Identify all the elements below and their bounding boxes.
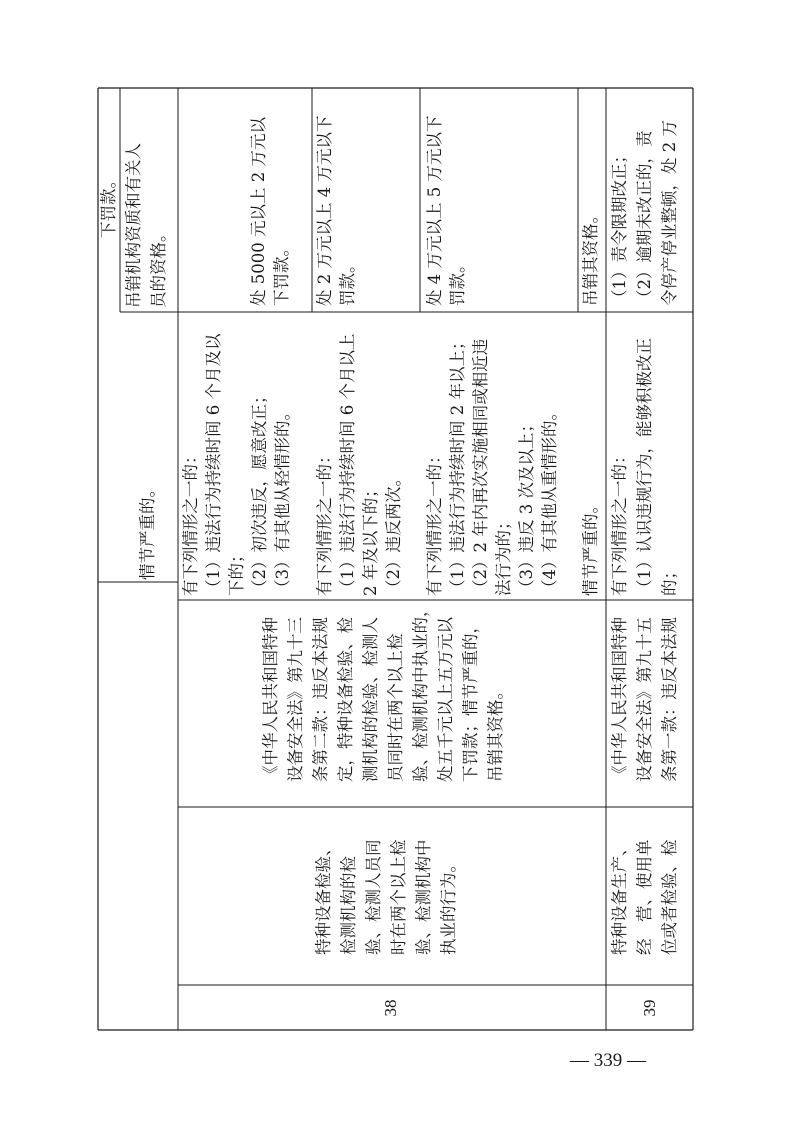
circumstance-text: （1）认识违规行为，能够积极改正 — [635, 338, 654, 596]
violation-text: 验、检测人员同 — [364, 839, 383, 955]
penalty-text: 下罚款。 — [272, 240, 291, 306]
legal-basis-text: 吊销其资格。 — [486, 683, 505, 782]
circumstance-text: （1）违法行为持续时间 6 个月以上 — [338, 333, 357, 596]
legal-basis-text: 验、检测机构中执业的， — [411, 600, 430, 782]
penalty-text: （1）责令限期改正； — [610, 147, 629, 306]
legal-basis-text: 设备安全法》第九十五 — [635, 617, 654, 782]
penalty-text: 处 5000 元以上 2 万元以 — [249, 117, 268, 306]
legal-basis-text: 定，特种设备检验、检 — [336, 617, 355, 782]
legal-basis-text: 《中华人民共和国特种 — [610, 617, 629, 782]
penalty-text: 令停产停业整顿，处 2 万 — [660, 120, 679, 306]
row-number: 39 — [640, 999, 659, 1017]
circumstance-text: 2 年及以下的； — [361, 481, 380, 596]
circumstance-text: （3）有其他从轻情形的。 — [273, 404, 292, 596]
violation-text: 检测机构的检 — [339, 856, 358, 955]
prev-penalty-text: 吊销机构资质和有关人 — [124, 143, 143, 308]
circumstance-text: （2）违反两次。 — [384, 470, 403, 596]
circumstance-text: 有下列情形之一的： — [181, 447, 200, 596]
penalty-text: 罚款。 — [338, 256, 357, 306]
row-number: 38 — [381, 999, 400, 1017]
circumstance-text: 有下列情形之一的： — [425, 447, 444, 596]
violation-text: 执业的行为。 — [439, 856, 458, 955]
circumstance-text: 的； — [660, 563, 679, 596]
legal-basis-text: 测机构的检验、检测人 — [361, 617, 380, 782]
violation-text: 时在两个以上检 — [389, 839, 408, 955]
penalty-text: 吊销其资格。 — [581, 207, 600, 306]
circumstance-text: （1）违法行为持续时间 6 个月及以 — [204, 333, 223, 596]
violation-text: 位或者检验、检 — [660, 839, 679, 955]
penalty-text: 罚款。 — [448, 256, 467, 306]
circumstance-text: （3）违反 3 次及以上； — [517, 416, 536, 596]
penalty-text: （2）逾期未改正的，责 — [635, 130, 654, 306]
circumstance-text: （2）2 年内再次实施相同或相近违 — [471, 338, 490, 596]
legal-basis-text: 处五千元以上五万元以 — [436, 617, 455, 782]
table-text — [99, 116, 679, 1071]
legal-basis-text: 下罚款；情节严重的， — [461, 617, 480, 782]
circumstance-text: 有下列情形之一的： — [315, 447, 334, 596]
prev-circumstance-text: 情节严重的。 — [138, 481, 157, 580]
circumstance-text: 法行为的； — [494, 513, 513, 596]
legal-basis-text: 条第一款：违反本法规 — [660, 617, 679, 782]
violation-text: 验、检测机构中 — [414, 839, 433, 955]
circumstance-text: 有下列情形之一的： — [610, 447, 629, 596]
legal-basis-text: 员同时在两个以上检 — [386, 633, 405, 782]
penalty-text: 处 2 万元以上 4 万元以下 — [315, 115, 334, 306]
penalty-text: 处 4 万元以上 5 万元以下 — [425, 115, 444, 306]
circumstance-text: （4）有其他从重情形的。 — [540, 404, 559, 596]
continued-penalty-text: 下罚款。 — [99, 172, 118, 238]
violation-text: 特种设备检验、 — [314, 839, 333, 955]
violation-text: 特种设备生产、 — [610, 839, 629, 955]
legal-basis-text: 条第二款：违反本法规 — [311, 617, 330, 782]
page-number: — 339 — — [570, 1050, 646, 1071]
circumstance-text: 下的； — [227, 546, 246, 596]
circumstance-text: 情节严重的。 — [581, 497, 600, 596]
circumstance-text: （2）初次违反，愿意改正； — [250, 387, 269, 596]
legal-basis-text: 设备安全法》第九十三 — [286, 617, 305, 782]
violation-text: 经 营、使用单 — [635, 839, 654, 955]
circumstance-text: （1）违法行为持续时间 2 年以上； — [448, 333, 467, 596]
prev-penalty-text: 员的资格。 — [149, 225, 168, 308]
legal-basis-text: 《中华人民共和国特种 — [261, 617, 280, 782]
